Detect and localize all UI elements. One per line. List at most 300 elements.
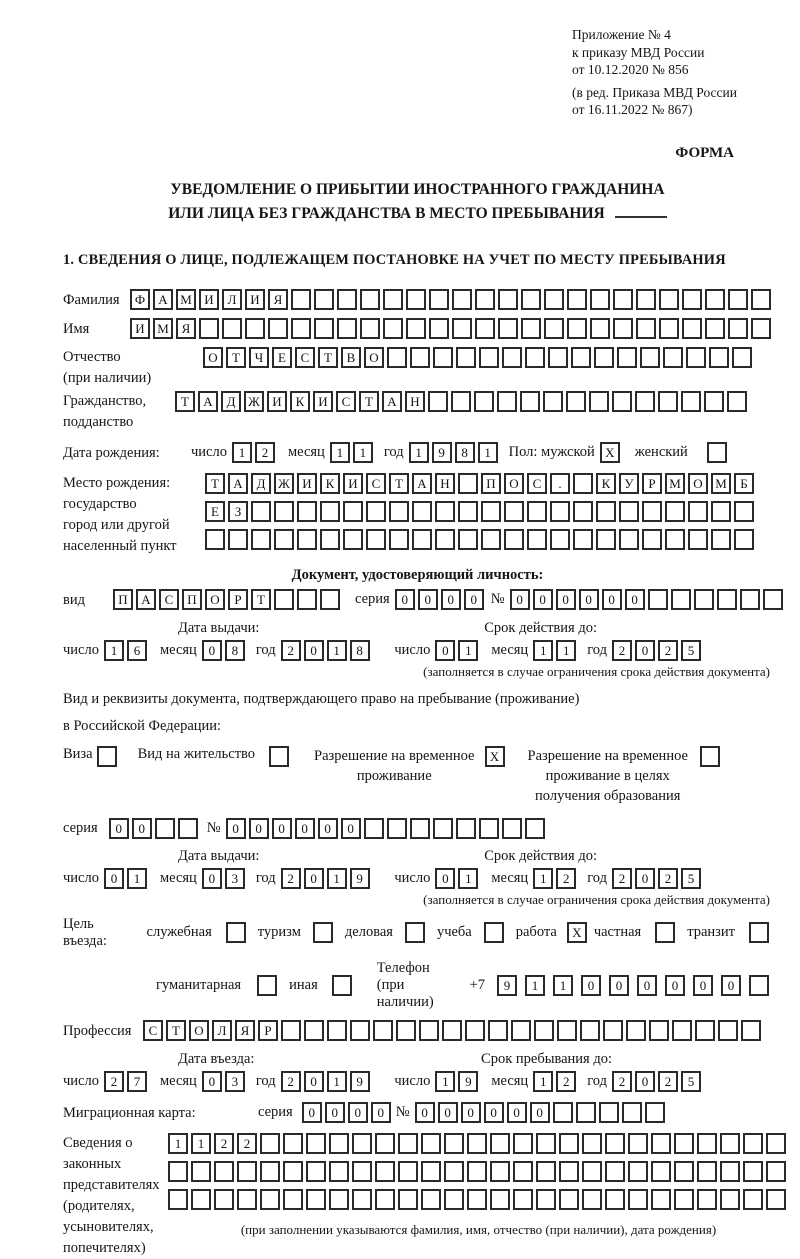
char-cell[interactable]: Р bbox=[258, 1020, 278, 1041]
char-cell[interactable] bbox=[442, 1020, 462, 1041]
char-cell[interactable] bbox=[97, 746, 117, 767]
char-cell[interactable] bbox=[451, 391, 471, 412]
char-cell[interactable]: П bbox=[481, 473, 501, 494]
char-cell[interactable] bbox=[704, 391, 724, 412]
char-cell[interactable] bbox=[695, 1020, 715, 1041]
char-cell[interactable]: О bbox=[205, 589, 225, 610]
char-cell[interactable] bbox=[688, 529, 708, 550]
char-cell[interactable] bbox=[389, 529, 409, 550]
char-cell[interactable] bbox=[580, 1020, 600, 1041]
char-cell[interactable]: 3 bbox=[225, 868, 245, 889]
char-cell[interactable]: X bbox=[485, 746, 505, 767]
char-cell[interactable] bbox=[511, 1020, 531, 1041]
char-cell[interactable] bbox=[536, 1133, 556, 1154]
profession-boxes[interactable] bbox=[143, 1020, 764, 1041]
char-cell[interactable] bbox=[571, 347, 591, 368]
char-cell[interactable]: 7 bbox=[127, 1071, 147, 1092]
char-cell[interactable]: Л bbox=[222, 289, 242, 310]
char-cell[interactable] bbox=[268, 318, 288, 339]
char-cell[interactable]: Т bbox=[251, 589, 271, 610]
name-boxes[interactable] bbox=[130, 318, 774, 339]
entry-day-boxes[interactable] bbox=[104, 1071, 150, 1092]
visa-checkbox[interactable] bbox=[97, 746, 120, 767]
char-cell[interactable]: О bbox=[203, 347, 223, 368]
purpose-chastnaya-checkbox[interactable] bbox=[650, 922, 678, 943]
permit-valid-month-boxes[interactable] bbox=[533, 868, 579, 889]
char-cell[interactable]: Н bbox=[435, 473, 455, 494]
purpose-rabota-checkbox[interactable] bbox=[562, 922, 590, 943]
permit-issue-year-boxes[interactable] bbox=[281, 868, 373, 889]
char-cell[interactable] bbox=[682, 318, 702, 339]
stay-day-boxes[interactable] bbox=[435, 1071, 481, 1092]
char-cell[interactable] bbox=[674, 1189, 694, 1210]
char-cell[interactable] bbox=[705, 318, 725, 339]
char-cell[interactable] bbox=[573, 529, 593, 550]
char-cell[interactable]: 8 bbox=[455, 442, 475, 463]
char-cell[interactable] bbox=[237, 1189, 257, 1210]
birth-year-boxes[interactable] bbox=[409, 442, 501, 463]
char-cell[interactable] bbox=[596, 529, 616, 550]
purpose-tranzit-checkbox[interactable] bbox=[744, 922, 772, 943]
char-cell[interactable]: 1 bbox=[533, 868, 553, 889]
doc-valid-year-boxes[interactable] bbox=[612, 640, 704, 661]
char-cell[interactable]: Т bbox=[175, 391, 195, 412]
char-cell[interactable] bbox=[640, 347, 660, 368]
char-cell[interactable] bbox=[751, 318, 771, 339]
char-cell[interactable] bbox=[700, 746, 720, 767]
char-cell[interactable] bbox=[544, 289, 564, 310]
char-cell[interactable]: 0 bbox=[348, 1102, 368, 1123]
char-cell[interactable]: 0 bbox=[226, 818, 246, 839]
char-cell[interactable]: К bbox=[596, 473, 616, 494]
permit-number-boxes[interactable] bbox=[226, 818, 548, 839]
char-cell[interactable]: 2 bbox=[281, 1071, 301, 1092]
char-cell[interactable]: О bbox=[189, 1020, 209, 1041]
char-cell[interactable] bbox=[352, 1189, 372, 1210]
char-cell[interactable] bbox=[283, 1189, 303, 1210]
char-cell[interactable] bbox=[410, 347, 430, 368]
char-cell[interactable] bbox=[366, 501, 386, 522]
char-cell[interactable]: 1 bbox=[330, 442, 350, 463]
char-cell[interactable]: 0 bbox=[533, 589, 553, 610]
legal-row3-boxes[interactable] bbox=[168, 1189, 789, 1210]
char-cell[interactable] bbox=[566, 391, 586, 412]
char-cell[interactable] bbox=[741, 1020, 761, 1041]
mc-series-boxes[interactable] bbox=[302, 1102, 394, 1123]
char-cell[interactable]: 8 bbox=[350, 640, 370, 661]
char-cell[interactable]: О bbox=[504, 473, 524, 494]
char-cell[interactable]: М bbox=[665, 473, 685, 494]
char-cell[interactable]: С bbox=[366, 473, 386, 494]
char-cell[interactable] bbox=[428, 391, 448, 412]
char-cell[interactable] bbox=[521, 289, 541, 310]
char-cell[interactable] bbox=[281, 1020, 301, 1041]
char-cell[interactable]: Л bbox=[212, 1020, 232, 1041]
char-cell[interactable] bbox=[697, 1133, 717, 1154]
char-cell[interactable] bbox=[433, 347, 453, 368]
char-cell[interactable]: К bbox=[290, 391, 310, 412]
char-cell[interactable]: Е bbox=[205, 501, 225, 522]
char-cell[interactable] bbox=[467, 1161, 487, 1182]
char-cell[interactable] bbox=[337, 289, 357, 310]
char-cell[interactable] bbox=[444, 1161, 464, 1182]
char-cell[interactable] bbox=[314, 318, 334, 339]
char-cell[interactable]: 0 bbox=[302, 1102, 322, 1123]
char-cell[interactable] bbox=[251, 501, 271, 522]
char-cell[interactable] bbox=[513, 1189, 533, 1210]
birthplace-row1-boxes[interactable] bbox=[205, 473, 757, 494]
char-cell[interactable]: 0 bbox=[625, 589, 645, 610]
permit-valid-year-boxes[interactable] bbox=[612, 868, 704, 889]
char-cell[interactable]: Н bbox=[405, 391, 425, 412]
char-cell[interactable]: С bbox=[295, 347, 315, 368]
char-cell[interactable] bbox=[743, 1189, 763, 1210]
char-cell[interactable]: И bbox=[245, 289, 265, 310]
char-cell[interactable]: 2 bbox=[658, 1071, 678, 1092]
char-cell[interactable] bbox=[433, 818, 453, 839]
char-cell[interactable]: 0 bbox=[304, 640, 324, 661]
char-cell[interactable] bbox=[649, 1020, 669, 1041]
char-cell[interactable] bbox=[498, 318, 518, 339]
char-cell[interactable] bbox=[734, 529, 754, 550]
char-cell[interactable] bbox=[659, 289, 679, 310]
char-cell[interactable]: 1 bbox=[327, 640, 347, 661]
char-cell[interactable]: 0 bbox=[464, 589, 484, 610]
char-cell[interactable] bbox=[626, 1020, 646, 1041]
birth-month-boxes[interactable] bbox=[330, 442, 376, 463]
char-cell[interactable] bbox=[672, 1020, 692, 1041]
char-cell[interactable] bbox=[543, 391, 563, 412]
char-cell[interactable] bbox=[674, 1133, 694, 1154]
char-cell[interactable]: 0 bbox=[341, 818, 361, 839]
char-cell[interactable]: О bbox=[688, 473, 708, 494]
char-cell[interactable]: 2 bbox=[658, 640, 678, 661]
char-cell[interactable] bbox=[751, 289, 771, 310]
char-cell[interactable] bbox=[435, 501, 455, 522]
char-cell[interactable]: 0 bbox=[132, 818, 152, 839]
char-cell[interactable] bbox=[383, 318, 403, 339]
char-cell[interactable]: 1 bbox=[533, 640, 553, 661]
char-cell[interactable]: 0 bbox=[304, 1071, 324, 1092]
char-cell[interactable] bbox=[214, 1189, 234, 1210]
char-cell[interactable] bbox=[658, 391, 678, 412]
char-cell[interactable] bbox=[488, 1020, 508, 1041]
char-cell[interactable] bbox=[740, 589, 760, 610]
char-cell[interactable] bbox=[375, 1161, 395, 1182]
char-cell[interactable] bbox=[226, 922, 246, 943]
char-cell[interactable] bbox=[237, 1161, 257, 1182]
char-cell[interactable] bbox=[648, 589, 668, 610]
char-cell[interactable] bbox=[283, 1161, 303, 1182]
permit-valid-day-boxes[interactable] bbox=[435, 868, 481, 889]
char-cell[interactable] bbox=[352, 1161, 372, 1182]
char-cell[interactable] bbox=[749, 975, 769, 996]
char-cell[interactable] bbox=[375, 1133, 395, 1154]
patronymic-boxes[interactable] bbox=[203, 347, 755, 368]
char-cell[interactable]: Т bbox=[389, 473, 409, 494]
char-cell[interactable] bbox=[168, 1161, 188, 1182]
char-cell[interactable]: Е bbox=[272, 347, 292, 368]
doc-valid-month-boxes[interactable] bbox=[533, 640, 579, 661]
char-cell[interactable] bbox=[743, 1133, 763, 1154]
char-cell[interactable] bbox=[387, 818, 407, 839]
char-cell[interactable] bbox=[274, 529, 294, 550]
char-cell[interactable] bbox=[274, 589, 294, 610]
char-cell[interactable] bbox=[642, 529, 662, 550]
permit-series-boxes[interactable] bbox=[109, 818, 201, 839]
char-cell[interactable]: И bbox=[343, 473, 363, 494]
char-cell[interactable]: С bbox=[159, 589, 179, 610]
char-cell[interactable] bbox=[398, 1161, 418, 1182]
char-cell[interactable]: 0 bbox=[602, 589, 622, 610]
char-cell[interactable] bbox=[582, 1133, 602, 1154]
char-cell[interactable]: 0 bbox=[418, 589, 438, 610]
char-cell[interactable] bbox=[605, 1133, 625, 1154]
temp-permit-edu-checkbox[interactable] bbox=[700, 746, 723, 767]
char-cell[interactable] bbox=[686, 347, 706, 368]
char-cell[interactable] bbox=[320, 501, 340, 522]
char-cell[interactable]: 2 bbox=[612, 640, 632, 661]
char-cell[interactable]: 0 bbox=[635, 868, 655, 889]
char-cell[interactable]: 0 bbox=[461, 1102, 481, 1123]
mc-number-boxes[interactable] bbox=[415, 1102, 668, 1123]
char-cell[interactable] bbox=[435, 529, 455, 550]
char-cell[interactable] bbox=[766, 1133, 786, 1154]
char-cell[interactable]: 0 bbox=[721, 975, 741, 996]
char-cell[interactable] bbox=[628, 1133, 648, 1154]
char-cell[interactable] bbox=[375, 1189, 395, 1210]
char-cell[interactable]: 0 bbox=[556, 589, 576, 610]
char-cell[interactable]: 9 bbox=[458, 1071, 478, 1092]
char-cell[interactable]: В bbox=[341, 347, 361, 368]
char-cell[interactable] bbox=[327, 1020, 347, 1041]
char-cell[interactable] bbox=[291, 289, 311, 310]
char-cell[interactable]: И bbox=[199, 289, 219, 310]
char-cell[interactable]: И bbox=[130, 318, 150, 339]
char-cell[interactable] bbox=[429, 289, 449, 310]
char-cell[interactable]: 0 bbox=[202, 868, 222, 889]
char-cell[interactable]: X bbox=[567, 922, 587, 943]
char-cell[interactable]: 0 bbox=[581, 975, 601, 996]
char-cell[interactable] bbox=[728, 318, 748, 339]
char-cell[interactable] bbox=[452, 289, 472, 310]
char-cell[interactable] bbox=[329, 1189, 349, 1210]
char-cell[interactable]: 0 bbox=[202, 640, 222, 661]
char-cell[interactable]: 1 bbox=[458, 640, 478, 661]
char-cell[interactable]: 1 bbox=[168, 1133, 188, 1154]
char-cell[interactable] bbox=[245, 318, 265, 339]
char-cell[interactable] bbox=[467, 1133, 487, 1154]
char-cell[interactable]: 1 bbox=[353, 442, 373, 463]
char-cell[interactable] bbox=[337, 318, 357, 339]
char-cell[interactable]: 1 bbox=[435, 1071, 455, 1092]
char-cell[interactable] bbox=[352, 1133, 372, 1154]
char-cell[interactable] bbox=[191, 1189, 211, 1210]
char-cell[interactable] bbox=[590, 289, 610, 310]
stay-year-boxes[interactable] bbox=[612, 1071, 704, 1092]
char-cell[interactable] bbox=[617, 347, 637, 368]
char-cell[interactable]: О bbox=[364, 347, 384, 368]
char-cell[interactable]: 0 bbox=[484, 1102, 504, 1123]
char-cell[interactable] bbox=[573, 473, 593, 494]
char-cell[interactable] bbox=[536, 1161, 556, 1182]
char-cell[interactable] bbox=[291, 318, 311, 339]
char-cell[interactable]: 5 bbox=[681, 640, 701, 661]
char-cell[interactable] bbox=[553, 1102, 573, 1123]
char-cell[interactable] bbox=[314, 289, 334, 310]
char-cell[interactable] bbox=[732, 347, 752, 368]
char-cell[interactable]: 0 bbox=[693, 975, 713, 996]
char-cell[interactable] bbox=[467, 1189, 487, 1210]
char-cell[interactable]: 1 bbox=[191, 1133, 211, 1154]
char-cell[interactable]: 5 bbox=[681, 1071, 701, 1092]
char-cell[interactable] bbox=[594, 347, 614, 368]
doc-number-boxes[interactable] bbox=[510, 589, 786, 610]
char-cell[interactable] bbox=[297, 529, 317, 550]
char-cell[interactable] bbox=[260, 1133, 280, 1154]
char-cell[interactable]: 1 bbox=[232, 442, 252, 463]
char-cell[interactable] bbox=[681, 391, 701, 412]
char-cell[interactable]: Т bbox=[205, 473, 225, 494]
doc-valid-day-boxes[interactable] bbox=[435, 640, 481, 661]
char-cell[interactable]: 1 bbox=[553, 975, 573, 996]
char-cell[interactable] bbox=[590, 318, 610, 339]
birthplace-row2-boxes[interactable] bbox=[205, 501, 757, 522]
char-cell[interactable]: 0 bbox=[579, 589, 599, 610]
char-cell[interactable] bbox=[257, 975, 277, 996]
char-cell[interactable] bbox=[527, 529, 547, 550]
sex-female-checkbox[interactable] bbox=[707, 442, 730, 463]
residence-checkbox[interactable] bbox=[269, 746, 292, 767]
char-cell[interactable] bbox=[645, 1102, 665, 1123]
char-cell[interactable] bbox=[559, 1189, 579, 1210]
char-cell[interactable] bbox=[550, 501, 570, 522]
char-cell[interactable]: 9 bbox=[432, 442, 452, 463]
char-cell[interactable]: 1 bbox=[478, 442, 498, 463]
char-cell[interactable] bbox=[444, 1133, 464, 1154]
char-cell[interactable] bbox=[389, 501, 409, 522]
char-cell[interactable] bbox=[398, 1133, 418, 1154]
char-cell[interactable] bbox=[527, 501, 547, 522]
char-cell[interactable] bbox=[711, 501, 731, 522]
char-cell[interactable] bbox=[635, 391, 655, 412]
char-cell[interactable] bbox=[720, 1189, 740, 1210]
char-cell[interactable] bbox=[458, 473, 478, 494]
char-cell[interactable]: С bbox=[143, 1020, 163, 1041]
char-cell[interactable]: И bbox=[313, 391, 333, 412]
char-cell[interactable]: Р bbox=[228, 589, 248, 610]
char-cell[interactable] bbox=[421, 1189, 441, 1210]
char-cell[interactable]: 1 bbox=[409, 442, 429, 463]
char-cell[interactable] bbox=[766, 1161, 786, 1182]
char-cell[interactable] bbox=[364, 818, 384, 839]
sex-male-checkbox[interactable] bbox=[600, 442, 623, 463]
char-cell[interactable] bbox=[582, 1189, 602, 1210]
char-cell[interactable]: 0 bbox=[415, 1102, 435, 1123]
char-cell[interactable] bbox=[502, 818, 522, 839]
char-cell[interactable] bbox=[599, 1102, 619, 1123]
char-cell[interactable]: Т bbox=[166, 1020, 186, 1041]
char-cell[interactable]: 2 bbox=[556, 868, 576, 889]
char-cell[interactable]: 0 bbox=[665, 975, 685, 996]
char-cell[interactable] bbox=[429, 318, 449, 339]
legal-row1-boxes[interactable] bbox=[168, 1133, 789, 1154]
char-cell[interactable] bbox=[728, 289, 748, 310]
char-cell[interactable] bbox=[589, 391, 609, 412]
permit-issue-month-boxes[interactable] bbox=[202, 868, 248, 889]
char-cell[interactable] bbox=[479, 818, 499, 839]
char-cell[interactable]: И bbox=[267, 391, 287, 412]
citizenship-boxes[interactable] bbox=[175, 391, 750, 412]
char-cell[interactable] bbox=[306, 1133, 326, 1154]
char-cell[interactable] bbox=[502, 347, 522, 368]
char-cell[interactable] bbox=[405, 922, 425, 943]
char-cell[interactable] bbox=[622, 1102, 642, 1123]
char-cell[interactable] bbox=[548, 347, 568, 368]
char-cell[interactable]: 2 bbox=[281, 640, 301, 661]
char-cell[interactable] bbox=[199, 318, 219, 339]
char-cell[interactable] bbox=[682, 289, 702, 310]
char-cell[interactable] bbox=[228, 529, 248, 550]
char-cell[interactable] bbox=[582, 1161, 602, 1182]
char-cell[interactable] bbox=[456, 818, 476, 839]
char-cell[interactable] bbox=[406, 289, 426, 310]
char-cell[interactable] bbox=[222, 318, 242, 339]
char-cell[interactable] bbox=[605, 1161, 625, 1182]
char-cell[interactable] bbox=[525, 347, 545, 368]
char-cell[interactable] bbox=[665, 529, 685, 550]
char-cell[interactable]: 0 bbox=[635, 640, 655, 661]
char-cell[interactable] bbox=[475, 318, 495, 339]
char-cell[interactable]: Я bbox=[176, 318, 196, 339]
char-cell[interactable] bbox=[665, 501, 685, 522]
char-cell[interactable] bbox=[651, 1133, 671, 1154]
char-cell[interactable] bbox=[720, 1161, 740, 1182]
phone-boxes[interactable] bbox=[492, 975, 772, 996]
char-cell[interactable]: 2 bbox=[556, 1071, 576, 1092]
char-cell[interactable]: 0 bbox=[435, 868, 455, 889]
char-cell[interactable]: 2 bbox=[237, 1133, 257, 1154]
char-cell[interactable]: П bbox=[113, 589, 133, 610]
char-cell[interactable] bbox=[697, 1161, 717, 1182]
doc-series-boxes[interactable] bbox=[395, 589, 487, 610]
char-cell[interactable] bbox=[398, 1189, 418, 1210]
char-cell[interactable]: 1 bbox=[458, 868, 478, 889]
char-cell[interactable]: 0 bbox=[635, 1071, 655, 1092]
purpose-turizm-checkbox[interactable] bbox=[308, 922, 336, 943]
char-cell[interactable]: А bbox=[382, 391, 402, 412]
char-cell[interactable] bbox=[567, 289, 587, 310]
char-cell[interactable] bbox=[734, 501, 754, 522]
char-cell[interactable]: 1 bbox=[104, 640, 124, 661]
char-cell[interactable] bbox=[513, 1161, 533, 1182]
doc-issue-day-boxes[interactable] bbox=[104, 640, 150, 661]
char-cell[interactable]: 2 bbox=[104, 1071, 124, 1092]
legal-row2-boxes[interactable] bbox=[168, 1161, 789, 1182]
char-cell[interactable]: . bbox=[550, 473, 570, 494]
char-cell[interactable]: А bbox=[198, 391, 218, 412]
char-cell[interactable]: 3 bbox=[225, 1071, 245, 1092]
char-cell[interactable] bbox=[421, 1133, 441, 1154]
char-cell[interactable]: Ч bbox=[249, 347, 269, 368]
char-cell[interactable] bbox=[544, 318, 564, 339]
char-cell[interactable] bbox=[320, 529, 340, 550]
char-cell[interactable] bbox=[360, 318, 380, 339]
char-cell[interactable] bbox=[205, 529, 225, 550]
char-cell[interactable]: 0 bbox=[272, 818, 292, 839]
char-cell[interactable] bbox=[373, 1020, 393, 1041]
char-cell[interactable] bbox=[387, 347, 407, 368]
